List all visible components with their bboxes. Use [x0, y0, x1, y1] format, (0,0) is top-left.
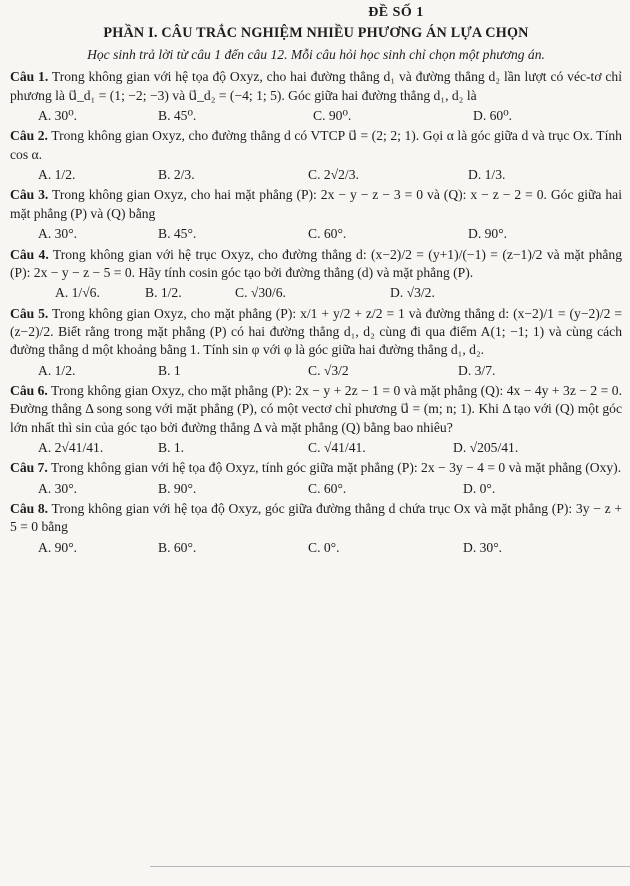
question-label: Câu 5.: [10, 305, 49, 321]
question-stem: [10, 127, 622, 164]
answer-options: [10, 225, 622, 243]
question-stem: [10, 305, 622, 360]
question-stem: [10, 459, 622, 477]
question-list: [10, 68, 622, 557]
answer-options: [10, 539, 622, 557]
option-c[interactable]: C. √3/2: [308, 362, 349, 378]
question-4: [10, 246, 622, 303]
question-stem: [10, 382, 622, 437]
option-c[interactable]: C. 90⁰.: [313, 108, 352, 124]
question-7: [10, 459, 622, 498]
question-stem: [10, 68, 622, 105]
option-c[interactable]: C. 60°.: [308, 480, 347, 496]
option-a[interactable]: A. 1/2.: [38, 362, 76, 378]
question-stem: [10, 246, 622, 283]
question-text: Trong không gian Oxyz, cho đường thẳng d có VTCP u⃗ = (2; 2; 1). Gọi α là góc giữa d và trục Ox. Tính cos α.: [10, 128, 622, 162]
option-d[interactable]: D. 90°.: [468, 226, 508, 242]
option-a[interactable]: A. 30°.: [38, 480, 78, 496]
question-text: Trong không gian Oxyz, cho mặt phẳng (P): x/1 + y/2 + z/2 = 1 và đường thẳng d: (x−2)/1 = (y−2)/2 = (z−2)/2. Biết rằng trong mặt phẳng (P) có hai đường thẳng d₁, d₂ cùng đi qua điểm A(1; −1; 1) và cùng cách đường thẳng d một khoảng bằng 1. Tính sin φ với φ là góc giữa hai đường thẳng d₁, d₂.: [10, 305, 622, 358]
answer-options: [10, 362, 622, 380]
question-label: Câu 2.: [10, 128, 48, 144]
instruction: Học sinh trả lời từ câu 1 đến câu 12. Mỗi câu hỏi học sinh chỉ chọn một phương án.: [87, 47, 545, 63]
question-8: [10, 500, 622, 557]
option-a[interactable]: A. 30⁰.: [38, 108, 78, 124]
option-c[interactable]: C. √41/41.: [308, 439, 366, 455]
question-label: Câu 4.: [10, 246, 49, 262]
answer-options: [10, 480, 622, 498]
option-a[interactable]: A. 1/√6.: [55, 285, 100, 301]
option-b[interactable]: B. 1.: [158, 439, 185, 455]
option-c[interactable]: C. 2√2/3.: [308, 167, 359, 183]
question-5: [10, 305, 622, 380]
answer-options: [10, 284, 622, 302]
question-text: Trong không gian Oxyz, cho mặt phẳng (P): 2x − y + 2z − 1 = 0 và mặt phẳng (Q): 4x − 4y + 3z − 2 = 0. Đường thẳng Δ song song với mặt phẳng (P), có một vectơ chỉ phương u⃗ = (m; n; 1). Khi Δ tạo với (Q) một góc lớn nhất thì sin của góc tạo bởi đường thẳng Δ và mặt phẳng (Q) bằng bao nhiêu?: [10, 382, 622, 435]
question-text: Trong không gian Oxyz, cho hai mặt phẳng (P): 2x − y − z − 3 = 0 và (Q): x − z − 2 = 0. Góc giữa hai mặt phẳng (P) và (Q) bằng: [10, 187, 622, 221]
option-b[interactable]: B. 1/2.: [145, 285, 182, 301]
question-text: Trong không gian với hệ tọa độ Oxyz, cho hai đường thẳng d₁ và đường thẳng d₂ lần lượt có véc-tơ chỉ phương là u⃗_d₁ = (1; −2; −3) và u⃗_d₂ = (−4; 1; 5). Góc giữa hai đường thẳng d₁, d₂ là: [10, 69, 622, 103]
option-c[interactable]: C. 60°.: [308, 226, 347, 242]
option-c[interactable]: C. 0°.: [308, 539, 340, 555]
question-1: [10, 68, 622, 125]
option-b[interactable]: B. 1: [158, 362, 181, 378]
question-label: Câu 7.: [10, 460, 48, 476]
option-d[interactable]: D. √205/41.: [453, 439, 519, 455]
option-b[interactable]: B. 60°.: [158, 539, 197, 555]
option-a[interactable]: A. 2√41/41.: [38, 439, 104, 455]
option-d[interactable]: D. 1/3.: [468, 167, 506, 183]
part-title: PHẦN I. CÂU TRẮC NGHIỆM NHIỀU PHƯƠNG ÁN LỰA CHỌN: [103, 24, 529, 41]
option-d[interactable]: D. 0°.: [463, 480, 496, 496]
answer-options: [10, 166, 622, 184]
question-stem: [10, 500, 622, 537]
question-label: Câu 3.: [10, 187, 49, 203]
answer-options: [10, 439, 622, 457]
divider: [150, 866, 630, 867]
question-6: [10, 382, 622, 457]
exam-header: ĐỀ SỐ 1: [368, 5, 424, 20]
option-d[interactable]: D. 30°.: [463, 539, 503, 555]
option-d[interactable]: D. √3/2.: [390, 285, 435, 301]
option-a[interactable]: A. 1/2.: [38, 167, 76, 183]
option-b[interactable]: B. 45°.: [158, 226, 197, 242]
question-text: Trong không gian với hệ trục Oxyz, cho đường thẳng d: (x−2)/2 = (y+1)/(−1) = (z−1)/2 và mặt phẳng (P): 2x − y − z − 5 = 0. Hãy tính cosin góc tạo bởi đường thẳng (d) và mặt phẳng (P).: [10, 246, 622, 280]
option-d[interactable]: D. 60⁰.: [473, 108, 513, 124]
option-b[interactable]: B. 2/3.: [158, 167, 195, 183]
question-2: [10, 127, 622, 184]
option-a[interactable]: A. 90°.: [38, 539, 78, 555]
question-3: [10, 186, 622, 243]
option-a[interactable]: A. 30°.: [38, 226, 78, 242]
question-text: Trong không gian với hệ tọa độ Oxyz, góc giữa đường thẳng d chứa trục Ox và mặt phẳng (P): 3y − z + 5 = 0 bằng: [10, 500, 622, 535]
question-text: Trong không gian với hệ tọa độ Oxyz, tính góc giữa mặt phẳng (P): 2x − 3y − 4 = 0 và mặt phẳng (Oxy).: [47, 460, 622, 476]
question-label: Câu 8.: [10, 500, 49, 516]
question-label: Câu 6.: [10, 382, 48, 398]
option-b[interactable]: B. 45⁰.: [158, 108, 197, 124]
option-d[interactable]: D. 3/7.: [458, 362, 496, 378]
option-b[interactable]: B. 90°.: [158, 480, 197, 496]
question-stem: [10, 186, 622, 223]
question-label: Câu 1.: [10, 69, 49, 85]
option-c[interactable]: C. √30/6.: [235, 285, 286, 301]
answer-options: [10, 107, 622, 125]
